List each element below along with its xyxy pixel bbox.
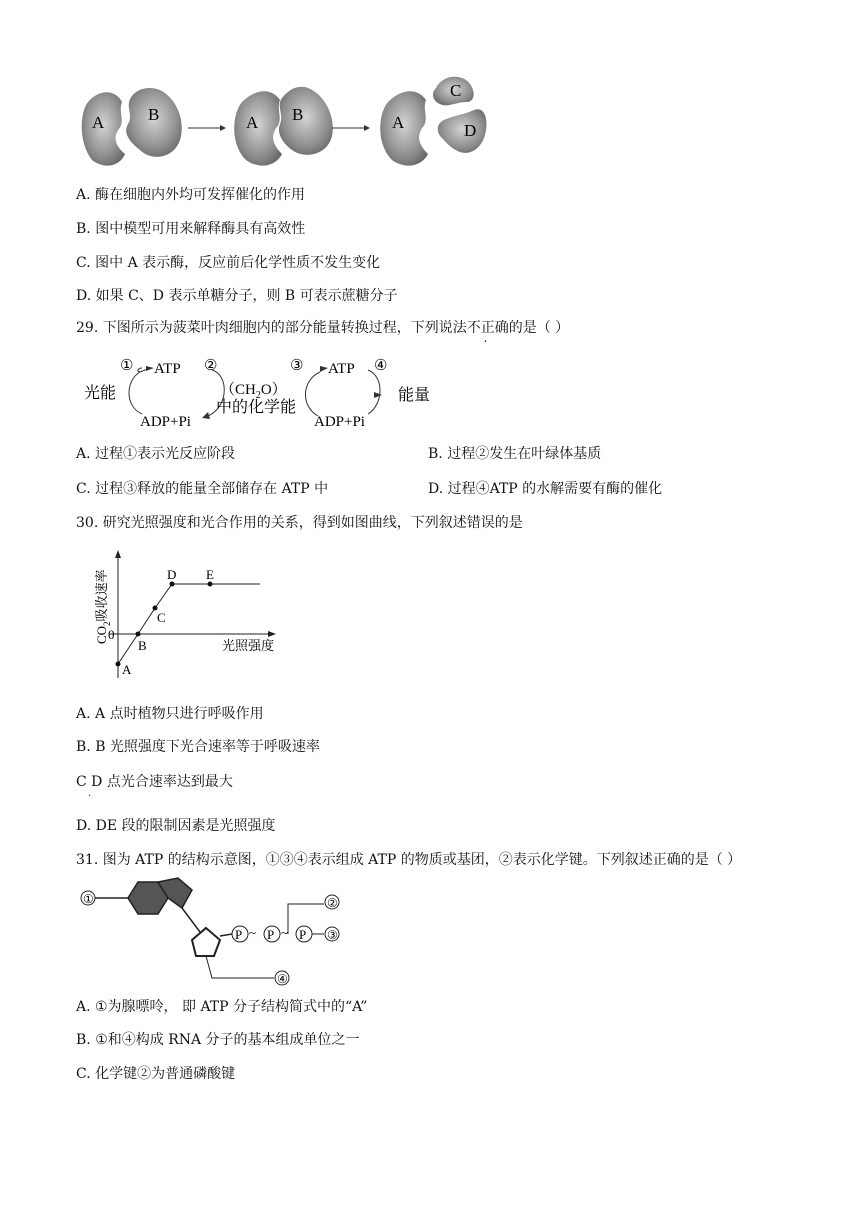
step-4-label: ④ [374,358,388,374]
light-energy-label: 光能 [84,385,117,402]
q29-option-a: A. 过程①表示光反应阶段 [76,446,236,462]
q31-option-c: C. 化学键②为普通磷酸键 [76,1066,236,1082]
q29-option-d: D. 过程④ATP 的水解需要有酶的催化 [428,481,663,497]
point-d [170,582,175,587]
point-b [136,632,141,637]
substrate-label: B [292,105,304,124]
point-a-label: A [122,662,132,677]
point-e [208,582,213,587]
label-1: ① [83,892,94,906]
point-d-label: D [167,567,177,582]
label-3: ③ [327,928,338,942]
point-a [116,662,121,667]
product-c-label: C [450,81,462,100]
q29-option-b: B. 过程②发生在叶绿体基质 [428,446,602,462]
q30-stem: 30. 研究光照强度和光合作用的关系，得到如图曲线，下列叙述错误的是 [76,515,523,531]
q30-option-d: D. DE 段的限制因素是光照强度 [76,818,276,834]
photosynthesis-chart [80,548,290,684]
arrow-to-energy [374,392,382,398]
energy-conversion-figure [80,354,450,434]
origin-label: 0 [108,627,115,642]
point-c-label: C [157,610,166,625]
atp-label: ATP [328,361,355,377]
svg-text:~: ~ [249,925,257,940]
product-d-label: D [464,121,477,140]
enzyme-panel-3 [380,77,486,166]
step-2-label: ② [204,358,218,374]
phosphate-3: P [299,927,307,942]
q28-option-b: B. 图中模型可用来解释酶具有高效性 [76,221,306,237]
q28-option-a: A. 酶在细胞内外均可发挥催化的作用 [76,187,306,203]
adp-pi-label: ADP+Pi [140,414,191,430]
enzyme-label: A [392,113,405,132]
energy-label: 能量 [398,387,431,404]
q31-option-a: A. ①为腺嘌呤， 即 ATP 分子结构简式中的“A” [76,999,368,1015]
ribose-ring [192,928,220,956]
y-axis-label: $CO_2$吸收速率 [94,569,112,644]
enzyme-model-figure [70,72,500,172]
step-1-label: ① [120,358,134,374]
q30-option-a: A. A 点时植物只进行呼吸作用 [76,706,264,722]
chemical-energy-label: 中的化学能 [216,399,297,416]
emphasis-text: 不正确 [466,320,509,336]
q31-option-b: B. ①和④构成 RNA 分子的基本组成单位之一 [76,1032,360,1048]
stray-dot: · [88,791,92,802]
atp-structure-figure [78,876,358,988]
phosphate-2: P [267,927,275,942]
enzyme-panel-1 [82,88,182,166]
phosphate-1: P [235,927,243,942]
label-4: ④ [277,972,288,986]
point-b-label: B [138,638,147,653]
svg-text:~: ~ [281,925,289,940]
q31-stem: 31. 图为 ATP 的结构示意图，①③④表示组成 ATP 的物质或基团，②表示化学键。下列叙述正确的是（ ） [76,852,742,868]
point-e-label: E [206,567,214,582]
ch2o-label: $(CH_2O)$ [220,382,287,401]
step-3-label: ③ [290,358,304,374]
enzyme-label: A [92,113,105,132]
q30-option-c: C D 点光合速率达到最大 [76,774,233,790]
label-2: ② [327,896,338,910]
q29-option-c: C. 过程③释放的能量全部储存在 ATP 中 [76,481,329,497]
x-axis-label: 光照强度 [222,638,275,653]
atp-label: ATP [154,361,181,377]
enzyme-panel-2 [234,87,333,166]
q30-option-b: B. B 光照强度下光合速率等于呼吸速率 [76,739,320,755]
q29-stem: 29. 下图所示为菠菜叶肉细胞内的部分能量转换过程，下列说法不正确的是（ ） [76,320,570,336]
q28-option-d: D. 如果 C、D 表示单糖分子，则 B 可表示蔗糖分子 [76,288,398,304]
enzyme-label: A [246,113,259,132]
adp-pi-label: ADP+Pi [314,414,365,430]
substrate-label: B [148,105,160,124]
q28-option-c: C. 图中 A 表示酶，反应前后化学性质不发生变化 [76,255,381,271]
